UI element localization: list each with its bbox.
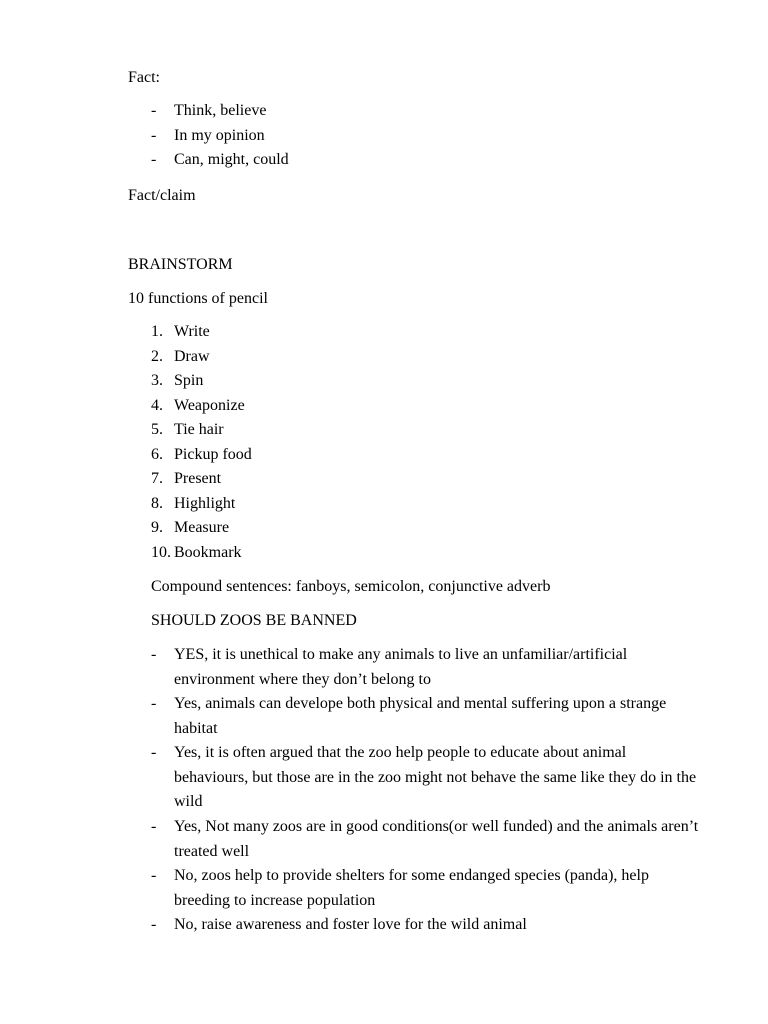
list-item: 5. Tie hair [151,421,224,438]
pencil-heading: 10 functions of pencil [128,290,268,307]
list-item: 1. Write [151,323,210,340]
list-item: 6. Pickup food [151,446,252,463]
list-item: 2. Draw [151,348,210,365]
compound-sentences-line: Compound sentences: fanboys, semicolon, conjunctive adverb [151,578,551,595]
list-item: 8. Highlight [151,495,236,512]
list-item: 9. Measure [151,519,230,536]
list-item: - YES, it is unethical to make any animals to live an unfamiliar/artificial environment where they don’t belong to [151,646,628,688]
brainstorm-heading: BRAINSTORM [128,256,233,273]
list-item: - Can, might, could [151,151,289,168]
fact-heading: Fact: [128,69,160,86]
list-item: 4. Weaponize [151,397,245,414]
list-item: - Yes, Not many zoos are in good conditions(or well funded) and the animals aren’t treated well [151,818,699,860]
list-item: - Think, believe [151,102,267,119]
list-item: - In my opinion [151,127,265,144]
zoo-heading: SHOULD ZOOS BE BANNED [151,612,357,629]
fact-claim-line: Fact/claim [128,187,196,204]
list-item: 10. Bookmark [151,544,242,561]
list-item: - Yes, animals can develope both physical and mental suffering upon a strange habitat [151,695,667,737]
list-item: 7. Present [151,470,222,487]
list-item: - Yes, it is often argued that the zoo help people to educate about animal behaviours, but those are in the zoo might not behave the same like they do in the wild [151,744,697,811]
list-item: - No, zoos help to provide shelters for some endanged species (panda), help breeding to increase population [151,867,649,909]
list-item: - No, raise awareness and foster love for the wild animal [151,916,527,933]
list-item: 3. Spin [151,372,204,389]
